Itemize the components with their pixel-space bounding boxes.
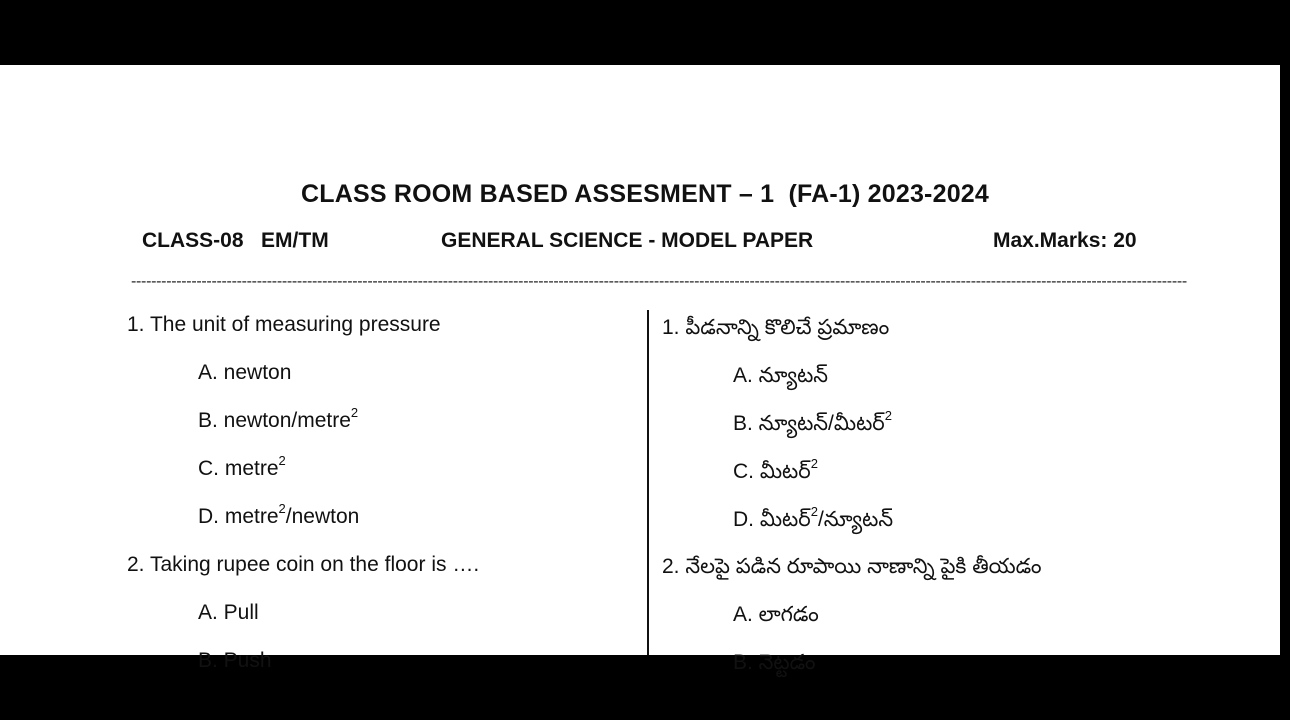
option-1d-te-text: D. మీటర్ (733, 508, 811, 531)
option-1b-en-sup: 2 (350, 405, 359, 420)
option-2a-en: A. Pull (198, 601, 259, 624)
option-1b-te (733, 408, 892, 441)
option-1d-en-text: D. metre (198, 505, 279, 528)
question-1-en: 1. The unit of measuring pressure (127, 313, 441, 336)
option-2b-te: B. నెట్టడం (733, 651, 816, 674)
max-marks-label: Max.Marks: 20 (993, 229, 1137, 252)
option-1d-en-sup: 2 (278, 501, 286, 516)
separator-line: ------------------------------------------------------------------------------------------------------------------------------------------------------------------------------------------------------------------ (131, 273, 1187, 290)
option-1c-en-text: C. metre (198, 457, 279, 480)
option-1c-te-text: C. మీటర్ (733, 460, 811, 483)
option-1d-te (733, 504, 894, 537)
question-2-en: 2. Taking rupee coin on the floor is …. (127, 553, 480, 576)
option-2b-en: B. Push (198, 649, 272, 672)
option-1d-te-post: /న్యూటన్ (817, 508, 894, 531)
option-1c-te (733, 456, 818, 489)
option-1d-te-sup: 2 (810, 504, 818, 519)
option-1c-en-sup: 2 (278, 453, 286, 468)
option-1c-te-sup: 2 (810, 456, 818, 471)
option-1a-en: A. newton (198, 361, 292, 384)
question-paper (0, 65, 1280, 674)
option-2a-te: A. లాగడం (733, 603, 819, 626)
class-label: CLASS-08 EM/TM (142, 229, 329, 252)
option-1b-en-text: B. newton/metre (198, 409, 351, 432)
option-1a-te: A. న్యూటన్ (733, 364, 829, 387)
paper-title: CLASS ROOM BASED ASSESMENT – 1 (FA-1) 2023-2024 (300, 180, 990, 208)
subject-label: GENERAL SCIENCE - MODEL PAPER (441, 229, 814, 252)
option-1b-te-sup: 2 (884, 408, 892, 423)
question-2-te: 2. నేలపై పడిన రూపాయి నాణాన్ని పైకి తీయడం (662, 555, 1042, 578)
option-1d-en-post: /newton (285, 505, 360, 528)
question-1-te: 1. పీడనాన్ని కొలిచే ప్రమాణం (662, 316, 890, 339)
option-1b-te-text: B. న్యూటన్/మీటర్ (733, 412, 885, 435)
